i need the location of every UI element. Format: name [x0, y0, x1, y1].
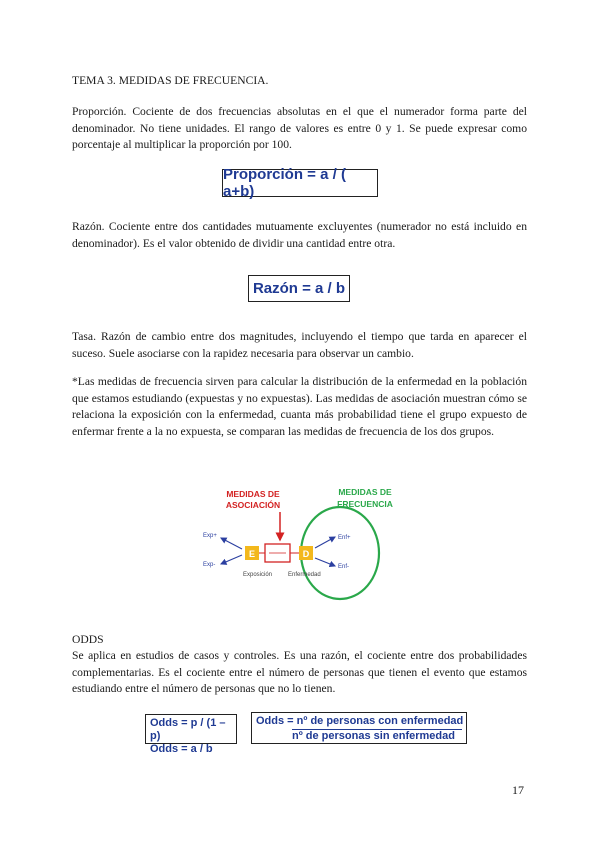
paragraph-proporcion: Proporción. Cociente de dos frecuencias absolutas en el que el numerador forma parte del denominador. No tiene unidades. El rango de valores es entre 0 y 1. Se puede expresar como porcentaje al multiplicar la proporción por 100.: [72, 105, 527, 152]
odds-heading: ODDS: [72, 633, 104, 646]
disease-box-label: D: [302, 549, 310, 559]
odds-denominator: nº de personas sin enfermedad: [292, 729, 462, 743]
label-enf-minus: Enf-: [338, 564, 350, 570]
odds-line-2: Odds = a / b: [150, 743, 213, 755]
formula-razon-text: Razón = a / b: [252, 280, 346, 297]
label-asociacion-line1: MEDIDAS DE: [226, 489, 280, 499]
page-number: 17: [512, 783, 524, 797]
label-enfermedad: Enfermedad: [288, 572, 321, 578]
formula-razon: [248, 275, 350, 302]
formula-proporcion-text: Proporción = a / ( a+b): [223, 166, 346, 200]
paragraph-nota: *Las medidas de frecuencia sirven para calcular la distribución de la enfermedad en la población que estamos estudiando (expuestas y no expuestas). Las medidas de asociación muestran cómo se relaciona la exposición con la enfermedad, cuanta más probabilidad tiene el grupo expuesto de enfermar frente a la no expuesta, se comparan las medidas de frecuencia de los dos grupos.: [72, 375, 527, 438]
label-enf-plus: Enf+: [338, 535, 351, 541]
arrow-exp-minus: [221, 555, 242, 564]
label-frecuencia-line2: FRECUENCIA: [337, 499, 393, 509]
odds-numerator: Odds = nº de personas con enfermedad: [256, 715, 464, 727]
paragraph-tasa: Tasa. Razón de cambio entre dos magnitudes, incluyendo el tiempo que tarda en aparecer el suceso. Suele asociarse con la rapidez necesaria para observar un cambio.: [72, 330, 527, 360]
paragraph-odds: Se aplica en estudios de casos y controles. Es una razón, el cociente entre dos probabilidades complementarias. Es el cociente entre el número de personas que tienen el evento que estamos estudiando entre el número de personas que no lo tienen.: [72, 649, 527, 696]
label-exposicion: Exposición: [243, 572, 273, 578]
formula-odds-personas: [251, 712, 467, 744]
label-asociacion-line2: ASOCIACIÓN: [225, 500, 281, 510]
arrow-exp-plus: [221, 538, 242, 549]
arrow-enf-minus: [315, 558, 335, 566]
exposure-box-label: E: [248, 549, 256, 559]
formula-proporcion: [222, 166, 378, 200]
paragraph-razon: Razón. Cociente entre dos cantidades mutuamente excluyentes (numerador no está incluido en denominador). Es el valor obtenido de dividir una cantidad entre otra.: [72, 220, 527, 250]
association-frequency-diagram: [195, 480, 415, 605]
odds-line-1: Odds = p / (1 – p): [150, 717, 226, 742]
arrow-enf-plus: [315, 537, 335, 548]
label-frecuencia-line1: MEDIDAS DE: [338, 487, 392, 497]
page-title: TEMA 3. MEDIDAS DE FRECUENCIA.: [72, 74, 269, 87]
formula-odds-simple: [145, 714, 237, 755]
label-exp-plus: Exp+: [203, 533, 217, 539]
label-exp-minus: Exp-: [203, 562, 216, 568]
